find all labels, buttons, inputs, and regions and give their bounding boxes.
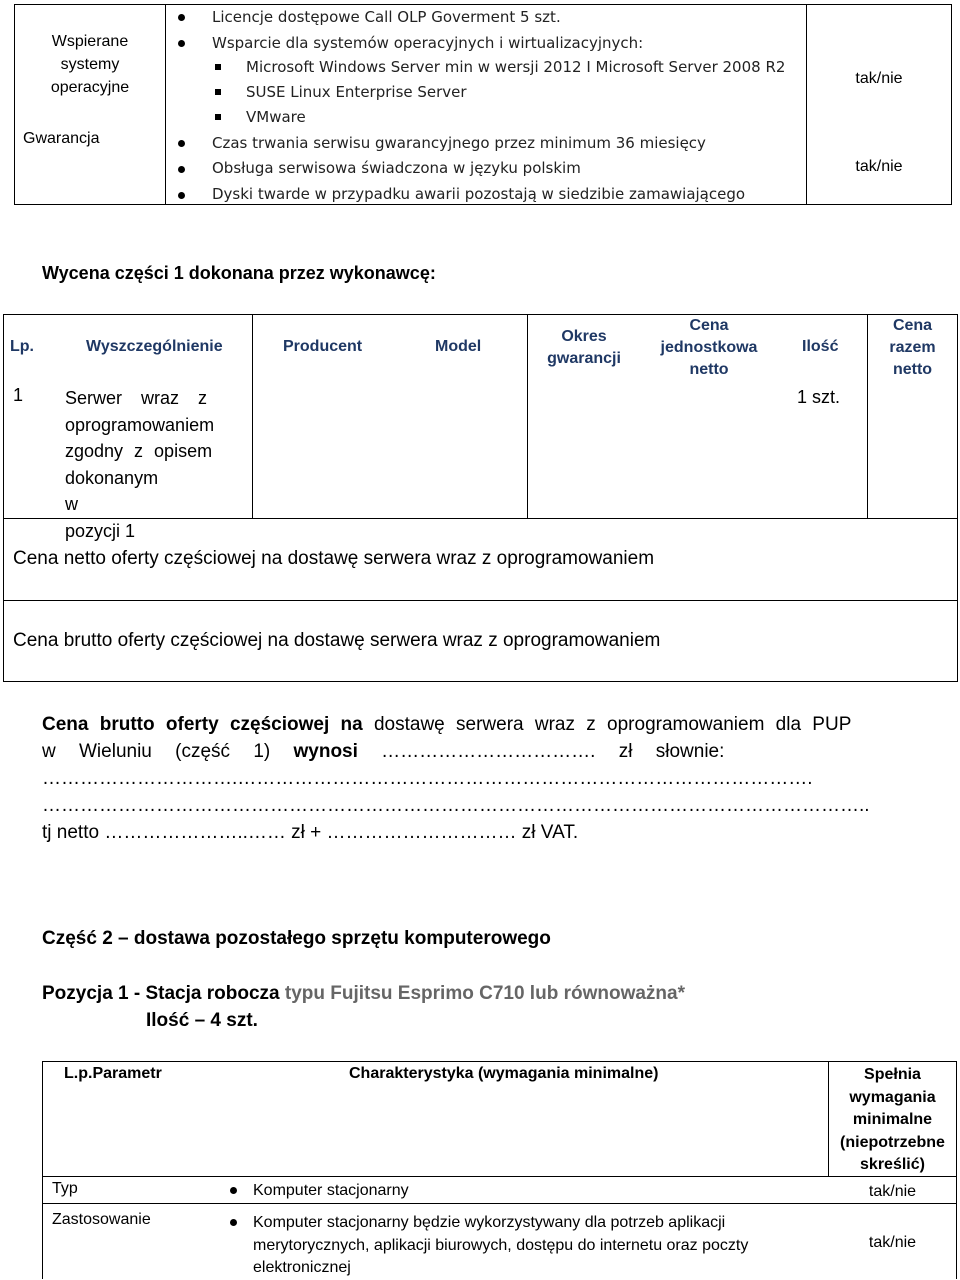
spec-row-value: Komputer stacjonarny: [253, 1182, 409, 1199]
spec-row-param: Typ: [52, 1180, 78, 1197]
col-spec: Wyszczególnienie: [86, 338, 223, 355]
desc-text: Serwer wraz z: [65, 388, 208, 408]
header-line: gwarancji: [547, 350, 621, 367]
summary-block: [42, 711, 880, 846]
header-line: skreślić): [860, 1156, 925, 1173]
warranty-label: Gwarancja: [23, 130, 100, 147]
os-label-line: operacyjne: [50, 79, 130, 96]
header-line: minimalne: [852, 1111, 933, 1128]
summary-bold-text: Cena brutto oferty częściowej na: [42, 714, 363, 735]
yes-no-value: tak/nie: [868, 1234, 917, 1251]
list-item: Dyski twarde w przypadku awarii pozostają w siedzibie zamawiającego: [212, 185, 746, 203]
row-number: 1: [13, 385, 24, 405]
summary-line: [42, 711, 880, 738]
spec-header-char: Charakterystyka (wymagania minimalne): [349, 1065, 659, 1082]
yes-no-value: tak/nie: [855, 70, 903, 87]
desc-line: [65, 385, 241, 412]
summary-dots: …………………………………………………………………………………………………………………..: [42, 795, 870, 816]
summary-rest-text: dostawę serwera wraz z oprogramowaniem dla PUP: [362, 714, 852, 735]
header-line: Cena: [892, 317, 933, 334]
list-item: Wsparcie dla systemów operacyjnych i wirtualizacyjnych:: [212, 34, 644, 52]
col-warranty: [528, 326, 640, 370]
row-description: [65, 385, 241, 544]
desc-text: pozycji 1: [65, 520, 136, 541]
list-item: Licencje dostępowe Call OLP Goverment 5 szt.: [212, 8, 561, 26]
list-item: SUSE Linux Enterprise Server: [246, 83, 467, 101]
summary-bold: [42, 711, 851, 738]
header-line: razem: [889, 339, 936, 356]
list-item: Czas trwania serwisu gwarancyjnego przez minimum 36 miesięcy: [212, 134, 706, 152]
header-line: wymagania: [849, 1088, 936, 1106]
os-label-line: Wspierane: [51, 33, 129, 50]
col-total: [868, 315, 957, 381]
header-line: (niepotrzebne: [840, 1133, 945, 1151]
net-offer-label: Cena netto oferty częściowej na dostawę serwera wraz z oprogramowaniem: [13, 548, 655, 569]
gross-offer-label: Cena brutto oferty częściowej na dostawę serwera wraz z oprogramowaniem: [13, 630, 661, 651]
summary-text: w Wieluniu (część 1): [42, 741, 294, 762]
header-line: Okres: [561, 328, 607, 345]
spec-value-line: merytorycznych, aplikacji biurowych, dostępu do internetu oraz poczty: [253, 1236, 749, 1254]
os-label-line: systemy: [60, 56, 120, 73]
position-grey: typu Fujitsu Esprimo C710 lub równoważna*: [279, 983, 685, 1004]
header-line: Spełnia: [864, 1066, 921, 1083]
row-qty: 1 szt.: [797, 387, 841, 407]
position-bold: Pozycja 1 - Stacja robocza: [42, 983, 280, 1004]
spec-value-line: Komputer stacjonarny będzie wykorzystywany dla potrzeb aplikacji: [253, 1214, 726, 1231]
spec-header-param: L.p.Parametr: [64, 1065, 162, 1082]
pricing-heading: Wycena części 1 dokonana przez wykonawcę:: [42, 263, 436, 283]
header-line: netto: [892, 361, 933, 378]
col-unit-price: [648, 315, 770, 381]
os-label: [15, 30, 165, 99]
summary-text: ……………………………. zł słownie:: [357, 741, 725, 762]
col-lp: Lp.: [10, 338, 34, 355]
list-item: Microsoft Windows Server min w wersji 2012 I Microsoft Server 2008 R2: [246, 58, 786, 76]
quantity-line: Ilość – 4 szt.: [146, 1010, 258, 1031]
desc-text: oprogramowaniem: [65, 414, 215, 435]
col-model: Model: [435, 338, 482, 355]
header-line: Cena: [689, 317, 729, 334]
header-line: netto: [689, 361, 729, 378]
yes-no-value: tak/nie: [868, 1183, 917, 1200]
desc-text: zgodny z opisem: [65, 441, 213, 461]
spec-row-param: Zastosowanie: [52, 1211, 151, 1228]
desc-text: dokonanym w: [65, 467, 159, 514]
summary-dots: ………………………….……………………………………………………………………………….: [42, 768, 813, 789]
summary-bold-text: wynosi: [293, 741, 358, 762]
spec-header-meets: [829, 1064, 956, 1177]
spec-row-value: [253, 1212, 748, 1280]
part2-heading: Część 2 – dostawa pozostałego sprzętu komputerowego: [42, 928, 551, 949]
summary-net-vat: tj netto …………………..…… zł + ………………………… zł VAT.: [42, 822, 579, 843]
col-qty: Ilość: [802, 338, 839, 355]
list-item: VMware: [246, 108, 306, 126]
list-item: Obsługa serwisowa świadczona w języku polskim: [212, 159, 581, 177]
header-line: jednostkowa: [660, 339, 758, 356]
col-producer: Producent: [283, 338, 363, 355]
spec-value-line: elektronicznej: [253, 1259, 351, 1276]
summary-line: [42, 738, 880, 765]
position-line: [42, 983, 685, 1005]
yes-no-value: tak/nie: [855, 158, 903, 175]
